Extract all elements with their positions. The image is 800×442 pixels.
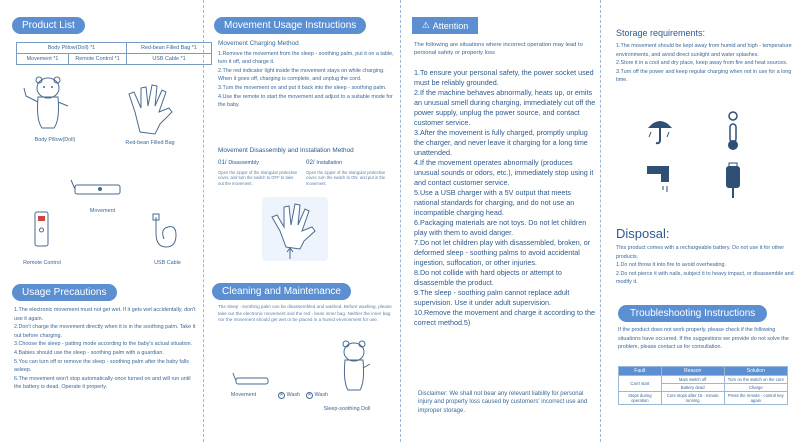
attention-item: 3.After the movement is fully charged, promptly unplug the charger, and never leave it charging for a long time unattended. bbox=[414, 128, 588, 157]
ts-header: Solution bbox=[724, 367, 787, 376]
attention-item: 4.If the movement operates abnormally (produces unusual sounds or odors, etc.), immediately stop using it and contact customer service. bbox=[414, 158, 594, 187]
charging-step: 2.The red indicator light inside the movement stays on while charging. When it goes off, charging is complete, and unplug the cord. bbox=[218, 67, 385, 83]
disposal-list bbox=[616, 244, 796, 287]
attention-item: 2.If the machine behaves abnormally, heats up, or emits an unusual smell during charging, immediately cut off the power supply, unplug the power source, and contact customer service. bbox=[414, 88, 596, 127]
faucet-icon bbox=[643, 162, 675, 198]
charging-step: 3.Turn the movement on and put it back into the sleep - soothing palm. bbox=[218, 84, 387, 91]
wash-label: Wash bbox=[314, 392, 329, 398]
sleep-doll-label: Sleep-soothing Doll bbox=[323, 406, 371, 412]
cleaning-title: Cleaning and Maintenance bbox=[212, 283, 351, 300]
step2-label: Installation bbox=[316, 160, 343, 166]
product-cell: Red-bean Filled Bag *1 bbox=[127, 43, 212, 54]
ts-cell: Turn on the switch on the core bbox=[724, 376, 787, 384]
attention-title bbox=[412, 17, 478, 34]
storage-item: 2.Store it in a cool and dry place, keep away from fire and heat sources. bbox=[616, 60, 788, 67]
troubleshooting-title: Troubleshooting Instructions bbox=[618, 305, 767, 322]
movement-small-icon bbox=[232, 370, 272, 392]
charging-step: 4.Use the remote to start the movement and adjust to a suitable mode for the baby. bbox=[218, 93, 393, 109]
cleaning-text: The sleep - soothing palm can be disassembled and washed. Before washing, please take out the electronic movement and the red - bean inner bag. Neither the inner bag nor the movement should get wet or be placed in a humid environment for use. bbox=[218, 304, 392, 323]
cleaning-movement-label: Movement bbox=[230, 392, 257, 398]
attention-item: 6.Packaging materials are not toys. Do not let children play with them to avoid danger. bbox=[414, 218, 587, 237]
thermometer-sun-icon bbox=[718, 108, 748, 152]
step2-desc: Open the zipper of the triangular protective cover, turn the switch to ON, and put in the movement. bbox=[306, 170, 386, 186]
product-cell: Body Pillow(Doll) *1 bbox=[17, 43, 127, 54]
troubleshooting-intro: If the product does not work properly, please check if the following situations have occurred. If the suggestions we provide do not solve the problem, please contact us for consultation. bbox=[618, 327, 789, 351]
movement-label: Movement bbox=[89, 208, 116, 214]
attention-item: 9.The sleep - soothing palm cannot replace adult supervision. Use it under adult supervision. bbox=[414, 288, 570, 307]
body-pillow-icon bbox=[18, 70, 78, 135]
precautions-title: Usage Precautions bbox=[12, 284, 117, 301]
product-cell: Movement *1 bbox=[17, 54, 69, 65]
precaution-item: 2.Don't charge the movement directly when it is in the soothing palm. Take it out before charging. bbox=[14, 324, 196, 339]
red-bean-bag-icon bbox=[125, 82, 180, 137]
no-wash-1 bbox=[274, 392, 304, 399]
movement-usage-title: Movement Usage Instructions bbox=[214, 17, 366, 34]
product-list-table bbox=[16, 42, 212, 65]
precaution-item: 5.You can turn off or remove the sleep - soothing palm after the baby falls asleep. bbox=[14, 358, 189, 374]
ts-header: Reason bbox=[661, 367, 724, 376]
no-wash-icon: ✕ bbox=[307, 392, 312, 398]
attention-item: 5.Use a USB charger with a 5V output that meets national standards for charging, and do not use an incompatible charging head. bbox=[414, 188, 575, 217]
step2-num: 02/ bbox=[306, 159, 315, 166]
disposal-intro: This product comes with a rechargeable battery. Do not use it for other products. bbox=[616, 245, 784, 260]
ts-cell: Press the remote - control key again bbox=[724, 392, 787, 405]
precaution-item: 4.Babies should use the sleep - soothing palm with a guardian. bbox=[14, 349, 164, 356]
product-cell: Remote Control *1 bbox=[69, 54, 127, 65]
no-wash-icon: ✕ bbox=[279, 392, 284, 398]
troubleshooting-table bbox=[618, 366, 788, 405]
precaution-item: 1.The electronic movement must not get wet. If it gets wet accidentally, don't use it again. bbox=[14, 307, 196, 322]
attention-item: 10.Remove the movement and charge it according to the correct method.5) bbox=[414, 308, 595, 327]
storage-title: Storage requirements: bbox=[616, 28, 706, 38]
step1-header bbox=[218, 159, 259, 166]
disassembly-title: Movement Disassembly and Installation Method bbox=[218, 147, 354, 154]
sleep-doll-icon bbox=[334, 338, 374, 396]
divider bbox=[203, 0, 204, 442]
wash-label: Wash bbox=[286, 392, 301, 398]
product-cell: USB Cable *1 bbox=[127, 54, 212, 65]
attention-item: 1.To ensure your personal safety, the power socket used must be reliably grounded. bbox=[414, 68, 594, 87]
remote-label: Remote Control bbox=[23, 260, 61, 266]
no-wash-2 bbox=[302, 392, 332, 399]
attention-item: 8.Do not collide with hard objects or attempt to disassemble the product. bbox=[414, 268, 562, 287]
warning-icon: ⚠ bbox=[421, 20, 430, 30]
ts-header: Fault bbox=[619, 367, 662, 376]
divider bbox=[600, 0, 601, 442]
disposal-item: 1.Do not throw it into fire to avoid overheating. bbox=[616, 262, 726, 269]
step1-desc: Open the zipper of the triangular protective cover, and turn the switch to OFF to take out the movement. bbox=[218, 170, 298, 186]
charging-step: 1.Remove the movement from the sleep - soothing palm, put it on a table, turn it off, and charge it. bbox=[218, 50, 394, 66]
usb-label: USB Cable bbox=[154, 260, 181, 266]
usb-cable-icon bbox=[148, 213, 184, 253]
divider bbox=[400, 0, 401, 442]
precaution-item: 6.The movement won't stop automatically once turned on and will run until the battery is dead. Operate it properly. bbox=[14, 375, 191, 391]
ts-cell: Charge bbox=[724, 384, 787, 392]
body-pillow-label: Body Pillow(Doll) bbox=[34, 137, 76, 143]
step2-header bbox=[306, 159, 342, 166]
attention-intro: The following are situations where incorrect operation may lead to personal safety or property loss bbox=[414, 42, 583, 56]
charging-section bbox=[218, 40, 396, 110]
disposal-title: Disposal: bbox=[616, 226, 670, 241]
product-list-title: Product List bbox=[12, 17, 85, 34]
precaution-item: 3.Choose the sleep - patting mode according to the baby's actual situation. bbox=[14, 341, 193, 348]
step1-label: Disassembly bbox=[228, 160, 259, 166]
ts-cell: Battery dead bbox=[661, 384, 724, 392]
charging-title: Movement Charging Method bbox=[218, 40, 299, 47]
attention-item: 7.Do not let children play with disassembled, broken, or deformed sleep - soothing palms to avoid accidental ingestion, suffocation, or other injuries. bbox=[414, 238, 591, 267]
disposal-item: 2.Do not pierce it with nails, subject it to heavy impact, or disassemble and modify it. bbox=[616, 270, 794, 286]
disclaimer: Disclaimer: We shall not bear any relevant liability for personal injury and property loss caused by customers' incorrect use and improper storage. bbox=[418, 391, 588, 414]
attention-list bbox=[414, 68, 596, 328]
remote-icon bbox=[32, 210, 52, 250]
movement-icon bbox=[70, 175, 130, 205]
step1-num: 01/ bbox=[218, 159, 227, 166]
umbrella-rain-icon bbox=[645, 112, 675, 148]
storage-item: 3.Turn off the power and keep regular charging when not in use for a long time. bbox=[616, 68, 792, 84]
attention-label: Attention bbox=[432, 20, 469, 31]
ts-cell: Core stops after 15 - minute running bbox=[661, 392, 724, 405]
precautions-list bbox=[14, 306, 198, 392]
red-bean-label: Red-bean Filled Bag bbox=[125, 140, 175, 146]
ts-cell: Main switch off bbox=[661, 376, 724, 384]
storage-list bbox=[616, 42, 796, 85]
ts-cell: Can't start bbox=[619, 376, 662, 392]
usb-plug-icon bbox=[720, 162, 746, 200]
storage-item: 1.The movement should be kept away from humid and high - temperature environments, and avoid direct sunlight and water splashes. bbox=[616, 43, 792, 58]
hand-movement-icon bbox=[262, 197, 328, 261]
ts-cell: Stops during operation bbox=[619, 392, 662, 405]
